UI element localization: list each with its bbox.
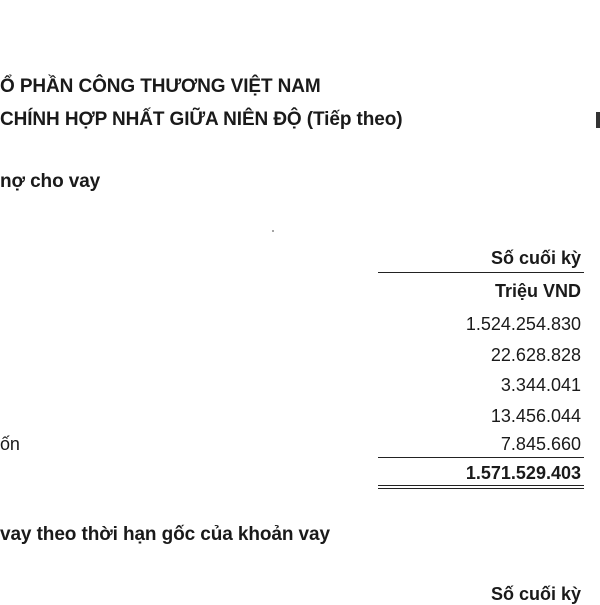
total-top-rule xyxy=(378,457,584,458)
row-value: 1.524.254.830 xyxy=(465,314,581,334)
row-label: ốn xyxy=(0,434,20,454)
company-name: Ổ PHẦN CÔNG THƯƠNG VIỆT NAM xyxy=(0,76,321,97)
scan-speck xyxy=(272,230,274,232)
row-value: 13.456.044 xyxy=(490,406,581,426)
report-title: CHÍNH HỢP NHẤT GIỮA NIÊN ĐỘ (Tiếp theo) xyxy=(0,109,403,130)
unit-label: Triệu VND xyxy=(494,281,581,301)
row-value: 22.628.828 xyxy=(490,345,581,365)
section-title-loan-term: vay theo thời hạn gốc của khoản vay xyxy=(0,524,330,545)
row-value: 3.344.041 xyxy=(500,375,581,395)
column-header-end-period: Số cuối kỳ xyxy=(490,248,581,268)
header-underline xyxy=(378,272,584,273)
section-title-loans: nợ cho vay xyxy=(0,171,101,192)
total-value: 1.571.529.403 xyxy=(465,463,581,483)
page-edge-mark xyxy=(596,112,600,128)
total-double-rule-2 xyxy=(378,488,584,489)
total-double-rule-1 xyxy=(378,485,584,486)
row-value: 7.845.660 xyxy=(500,434,581,454)
column-header-end-period-2: Số cuối kỳ xyxy=(490,584,581,604)
